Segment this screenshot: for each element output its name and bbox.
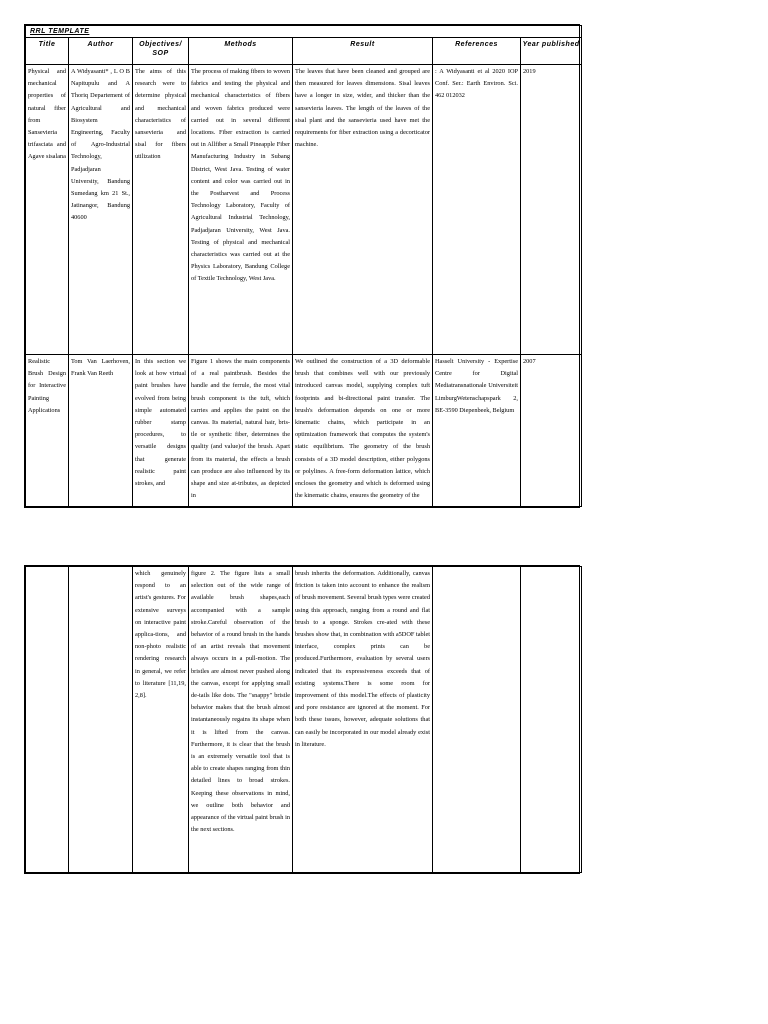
cell-result: We outlined the construction of a 3D deformable brush that combines well with our previously introduced canvas model, supplying complex tuft footprints and bi-directional paint transfer. The brush's deformation depends on one or more kinematic chains, which participate in an optimization framework that computes the system's static equilibrium. The geometry of the brush consists of a 3D model description, either polygons or polylines. A free-form deformation lattice, which encloses the geometry and which is deformed using the kinematic chains, ensures the geometry of the [293,355,433,507]
header-result: Result [293,38,433,65]
cell-result: The leaves that have been cleaned and grouped are then measured for leaves dimensions. Sisal leaves have a longer in size, wider, and thicker than the sansevieria leaves. The length of the leaves of the sisal plant and the sansevieria used have met the requirements for fiber extraction using a decorticator machine. [293,65,433,355]
rrl-table-page-2 [24,565,580,874]
header-methods: Methods [189,38,293,65]
cell-references [433,567,521,873]
header-title: Title [26,38,69,65]
table-row [26,65,582,355]
cell-methods: The process of making fibers to woven fabrics and testing the physical and mechanical characteristics of fibers and woven fabrics produced were carried out in several different locations. Fiber extraction is carried out in Allfiber a Small Pineapple Fiber Manufacturing Industry in Subang District, West Java. Testing of water content and color was carried out in the Postharvest and Process Technology Laboratory, Faculty of Agricultural Industrial Technology, Padjadjaran University, West Java. Testing of physical and mechanical characteristics was carried out at the Physics Laboratory, Bandung College of Textile Technology, West Java. [189,65,293,355]
cell-methods: Figure 1 shows the main components of a real paintbrush. Besides the handle and the ferrule, the most vital brush component is the tuft, which carries and applies the paint on the canvas. Its material, natural hair, bris-tle or synthetic fiber, determines the quality (and value)of the brush. Apart from its material, the effects a brush can produce are also influenced by its shape and size at-tributes, as depicted in [189,355,293,507]
rrl-table-page-1 [24,24,580,508]
cell-title [26,567,69,873]
cell-objectives: which genuinely respond to an artist's gestures. For extensive surveys on interactive paint applica-tions, and non-photo realistic rendering research in general, we refer to literature [11,19, 2,8]. [133,567,189,873]
cell-year: 2019 [521,65,582,355]
cell-objectives: The aims of this research were to determine physical and mechanical characteristics of sansevieria and sisal for fibers utilization [133,65,189,355]
cell-author [69,567,133,873]
cell-references: : A Widyasanti et al 2020 IOP Conf. Ser.: Earth Environ. Sci. 462 012032 [433,65,521,355]
cell-references: Hasselt University - Expertise Centre for Digital Mediatransnationale Universiteit LimburgWetenschapspark 2, BE-3590 Diepenbeek, Belgium [433,355,521,507]
template-title: RRL TEMPLATE [26,26,582,38]
header-author: Author [69,38,133,65]
cell-year: 2007 [521,355,582,507]
cell-title: Realistic Brush Design for Interactive Painting Applications [26,355,69,507]
cell-author: A Widyasanti* , L O B Napitupulu and A Thoriq Departement of Agricultural and Biosystem Engineering, Faculty of Agro-Industrial Technology, Padjadjaran University, Bandung Sumedang km 21 St., Jatinangor, Bandung 40600 [69,65,133,355]
table-row [26,355,582,507]
cell-title: Physical and mechanical properties of natural fiber from Sansevieria trifasciata and Agave sisalana [26,65,69,355]
header-objectives: Objectives/ SOP [133,38,189,65]
table-row [26,567,582,873]
cell-result: brush inherits the deformation. Additionally, canvas friction is taken into account to enhance the realism of brush movement. Several brush types were created using this approach, ranging from a round and flat brush to a sponge. Strokes cre-ated with these brushes show that, in combination with a5DOF tablet interface, complex prints can be produced.Furthermore, evaluation by several users indicated that its expressiveness exceeds that of existing systems.There is some room for improvement of this model.The effects of plasticity and pore resistance are ignored at the moment. For both these issues, however, adequate solutions that can easily be incorporated in our model already exist in literature. [293,567,433,873]
header-year: Year published [521,38,582,65]
cell-objectives: In this section we look at how virtual paint brushes have evolved from being simple automated rubber stamp procedures, to versatile designs that generate realistic paint strokes, and [133,355,189,507]
cell-methods: figure 2. The figure lists a small selection out of the wide range of available brush shapes,each accompanied with a sample stroke.Careful observation of the behavior of a round brush in the hands of an artist reveals that movement always occurs in a pull-motion. The bristles are almost never pushed along the canvas, except for applying small de-tails like dots. The "snappy" bristle behavior makes that the brush almost instantaneously regains its shape when it is lifted from the canvas. Furthermore, it is clear that the brush is an extremely versatile tool that is able to create shapes ranging from thin detailed lines to broad strokes. Keeping these observations in mind, we outline both behavior and appearance of the virtual paint brush in the next sections. [189,567,293,873]
header-references: References [433,38,521,65]
cell-author: Tom Van Laerhoven, Frank Van Reeth [69,355,133,507]
cell-year [521,567,582,873]
